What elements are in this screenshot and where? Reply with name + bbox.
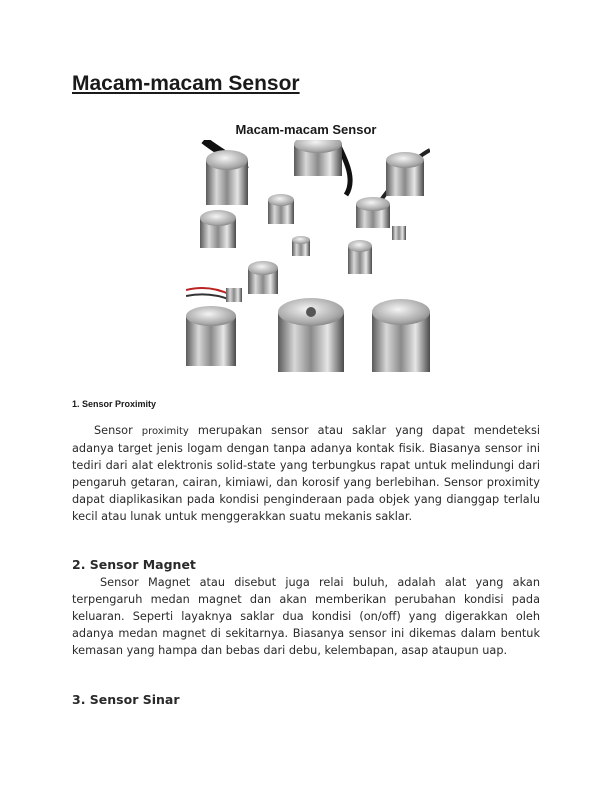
paragraph-magnet: Sensor Magnet atau disebut juga relai buluh, adalah alat yang akan terpengaruh medan magnet dan akan memberikan perubahan kondisi pada keluaran. Seperti layaknya saklar dua kondisi (on/off) yang digerakkan oleh adanya medan magnet di sekitarnya. Biasanya sensor ini dikemas dalam bentuk kemasan yang hampa dan bebas dari debu, kelembapan, asap ataupun uap.: [72, 576, 540, 657]
sensor-figure: [186, 140, 430, 376]
paragraph-lead: Sensor: [94, 424, 142, 437]
section-heading-sinar: 3. Sensor Sinar: [72, 692, 180, 707]
figure-caption: Macam-macam Sensor: [235, 122, 377, 137]
sensor-photo: [186, 140, 430, 376]
paragraph-proximity: [72, 422, 540, 525]
section-heading-magnet: 2. Sensor Magnet: [72, 557, 196, 572]
document-title: Macam-macam Sensor: [72, 72, 300, 95]
paragraph-rest: merupakan sensor atau saklar yang dapat mendeteksi adanya target jenis logam dengan tanpa adanya kontak fisik. Biasanya sensor ini tediri dari alat elektronis solid-state yang terbungkus rapat untuk melindungi dari pengaruh getaran, cairan, kimiawi, dan korosif yang berlebihan. Sensor proximity dapat diaplikasikan pada kondisi penginderaan pada objek yang dianggap terlalu kecil atau lunak untuk menggerakkan suatu mekanis saklar.: [72, 424, 540, 523]
section-heading-proximity: 1. Sensor Proximity: [72, 399, 157, 409]
term-proximity: proximity: [141, 426, 189, 437]
